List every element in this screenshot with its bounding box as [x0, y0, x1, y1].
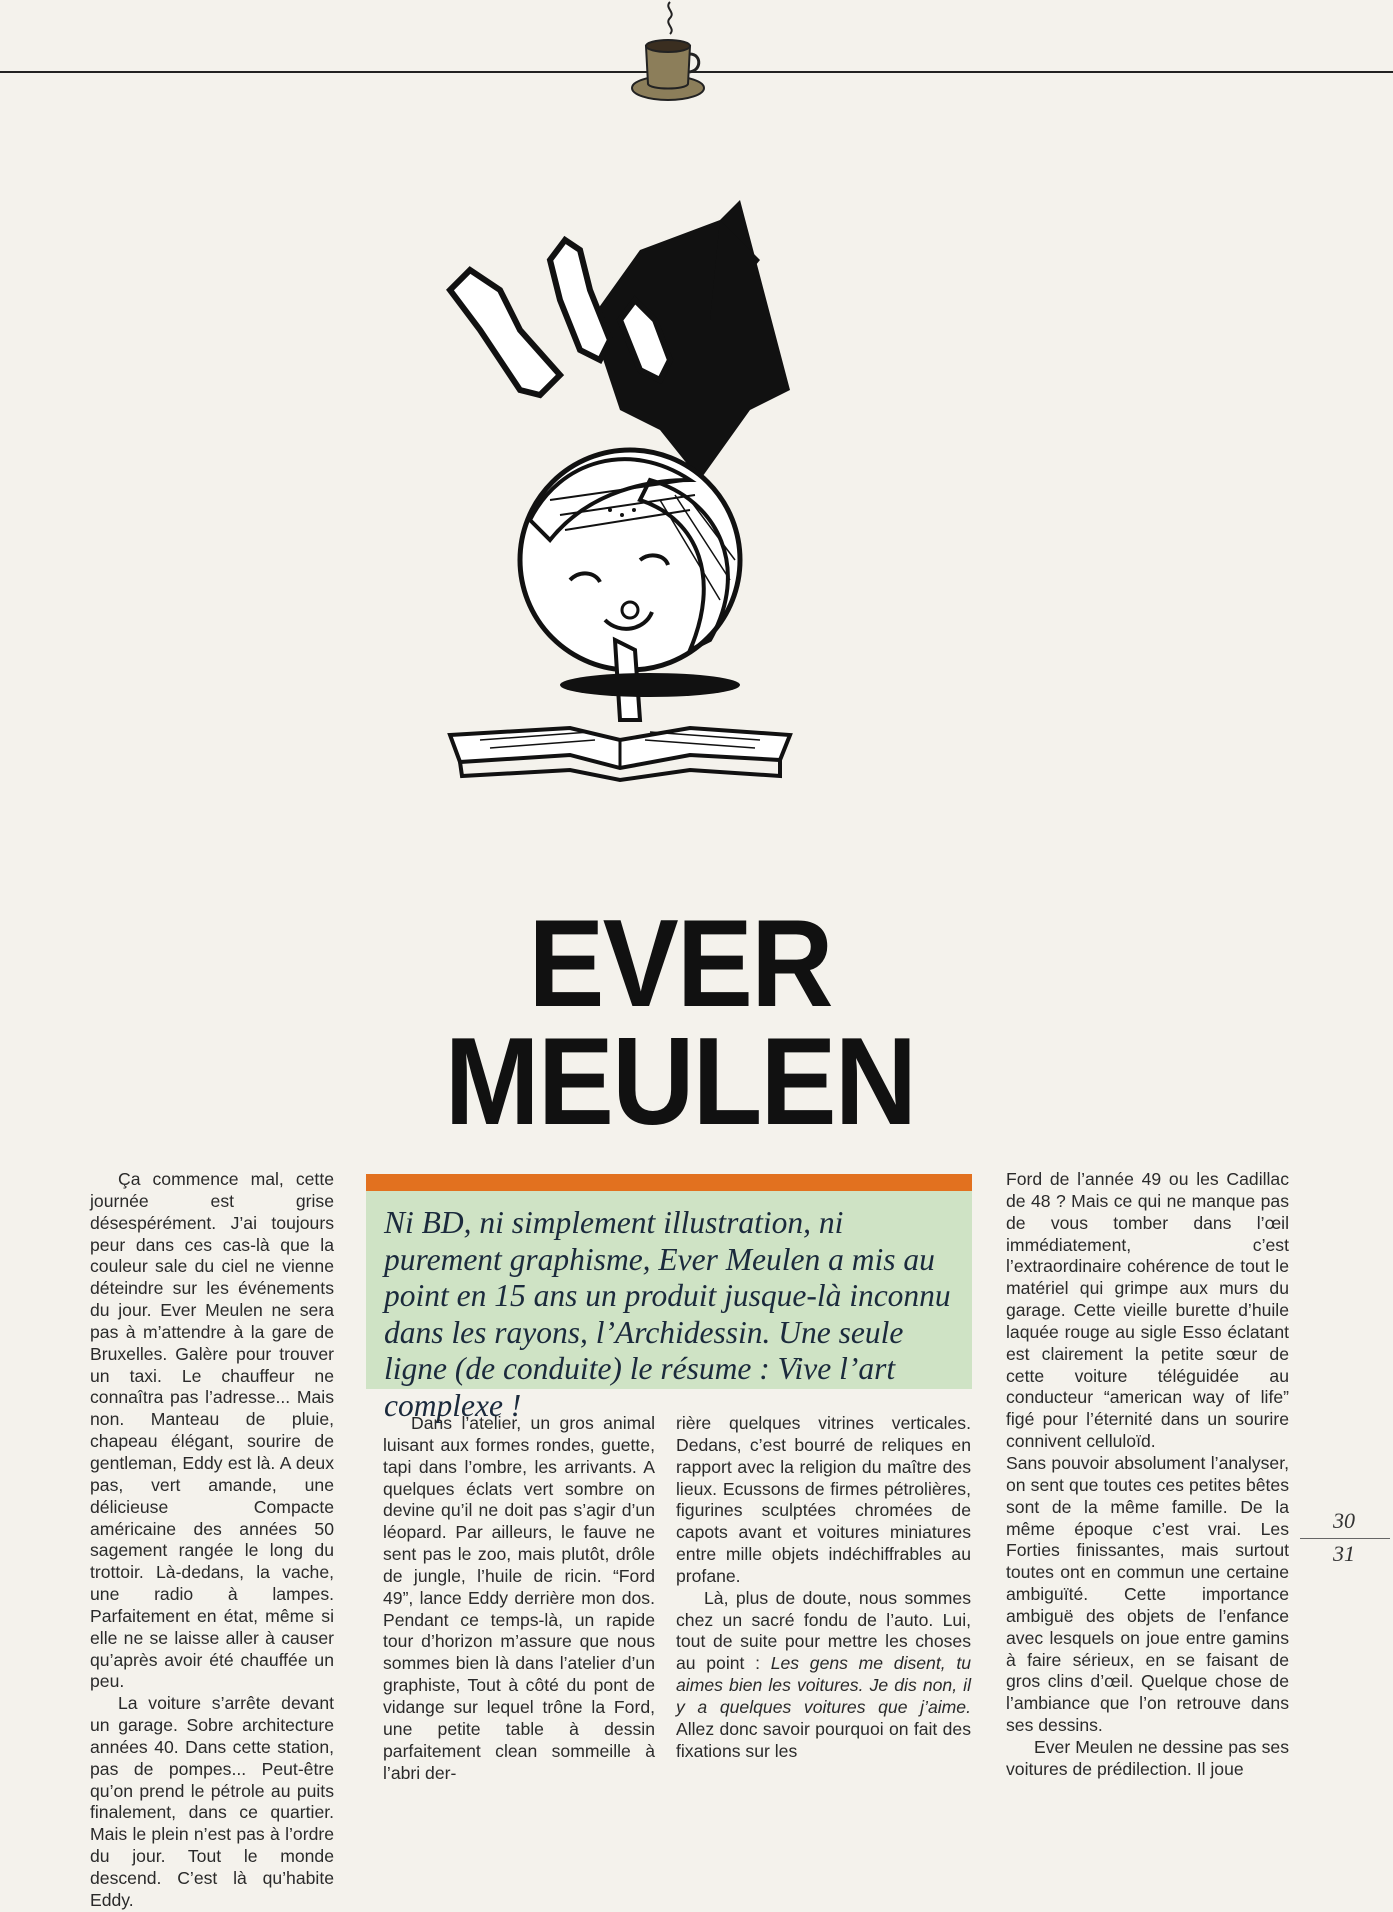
column-1: [90, 1169, 334, 1912]
page-number-left: 30: [1333, 1508, 1355, 1533]
illustration: [390, 180, 1010, 900]
text-run: Allez donc savoir pourquoi on fait des fixations sur les: [676, 1718, 971, 1761]
headline-line-2: MEULEN: [444, 1013, 916, 1151]
paragraph: Ça commence mal, cette journée est grise désespérément. J’ai toujours peur dans ces cas-là que la couleur sale du ciel ne vienne déteindre sur les événements du jour. Ever Meulen ne sera pas à m’attendre à la gare de Bruxelles. Galère pour trouver un taxi. Le chauffeur ne connaîtra pas l’adresse... Mais non. Manteau de pluie, chapeau élégant, sourire de gentleman, Eddy est là. A deux pas, vert amande, une délicieuse Compacte américaine des années 50 sagement rangée le long du trottoir. Là-dedans, la vache, une radio à lampes. Parfaitement en état, même si elle ne se laisse aller à causer qu’après avoir été chauffée un peu.: [90, 1169, 334, 1692]
paragraph: Dans l’atelier, un gros animal luisant aux formes rondes, guette, tapi dans l’ombre, les arrivants. A quelques éclats vert sombre on devine qu’il ne doit pas s’agir d’un léopard. Par ailleurs, le fauve ne sent pas le zoo, mais plutôt, drôle de jungle, l’huile de ricin. “Ford 49”, lance Eddy derrière mon dos. Pendant ce temps-là, un rapide tour d’horizon m’assure que nous sommes bien là dans l’atelier d’un graphiste, Tout à côté du pont de vidange sur lequel trône la Ford, une petite table à dessin parfaitement clean sommeille à l’abri der-: [383, 1413, 655, 1783]
paragraph: Sans pouvoir absolument l’analyser, on sent que toutes ces petites bêtes sont de la même famille. De la même époque c’est vrai. Les Forties finissantes, mais surtout toutes ont en commun une certaine ambiguïté. Cette importance ambiguë des objets de l’enfance avec lesquels on joue entre gamins à faire sérieux, en se faisant de gros clins d’œil. Quelque chose de l’ambiance que l’on retrouve dans ses dessins.: [1006, 1452, 1289, 1736]
accent-bar: [366, 1174, 972, 1191]
headline-line-1: EVER: [528, 895, 832, 1033]
column-2: [383, 1413, 655, 1784]
paragraph: Ever Meulen ne dessine pas ses voitures de prédilection. Il joue: [1006, 1736, 1289, 1779]
coffee-cup-icon: [628, 0, 708, 105]
paragraph: La voiture s’arrête devant un garage. Sobre architecture années 40. Dans cette station, pas de pompes... Peut-être qu’on prend le pétrole au puits finalement, dans ce quartier. Mais le plein n’est pas à l’ordre du jour. Tout le monde descend. C’est là qu’habite Eddy.: [90, 1693, 334, 1910]
lead-box: Ni BD, ni simplement illustration, ni purement graphisme, Ever Meulen a mis au point en 15 ans un produit jusque-là inconnu dans les rayons, l’Archidessin. Une seule ligne (de conduite) le résume : Vive l’art complexe !: [366, 1191, 972, 1389]
quote: Les gens me disent, tu aimes bien les voitures. Je dis non, il y a quelques voitures que j’aime.: [676, 1653, 971, 1717]
paragraph: [676, 1588, 971, 1763]
column-4: [1006, 1169, 1289, 1781]
headline: [386, 895, 975, 1151]
paragraph: rière quelques vitrines verticales. Dedans, c’est bourré de reliques en rapport avec la religion du maître des lieux. Ecussons de firmes pétrolières, figurines sculptées chromées de capots avant et voitures miniatures entre mille objets indéchiffrables au profane.: [676, 1413, 971, 1586]
text-run: Là, plus de doute, nous sommes chez un sacré fondu de l’auto. Lui, tout de suite pour mettre les choses au point :: [676, 1587, 971, 1674]
column-3: [676, 1413, 971, 1763]
folio-rule: [1300, 1538, 1390, 1539]
paragraph: Ford de l’année 49 ou les Cadillac de 48 ? Mais ce qui ne manque pas de vous tomber dans l’œil immédiatement, c’est l’extraordinaire cohérence de tout le matériel qui grimpe aux murs du garage. Cette vieille burette d’huile laquée rouge au sigle Esso éclatant est clairement la petite sœur de cette voiture téléguidée au conducteur “american way of life” figé pour l’éternité dans un sourire connivent celluloïd.: [1006, 1169, 1289, 1452]
page-number-right: 31: [1333, 1541, 1355, 1566]
